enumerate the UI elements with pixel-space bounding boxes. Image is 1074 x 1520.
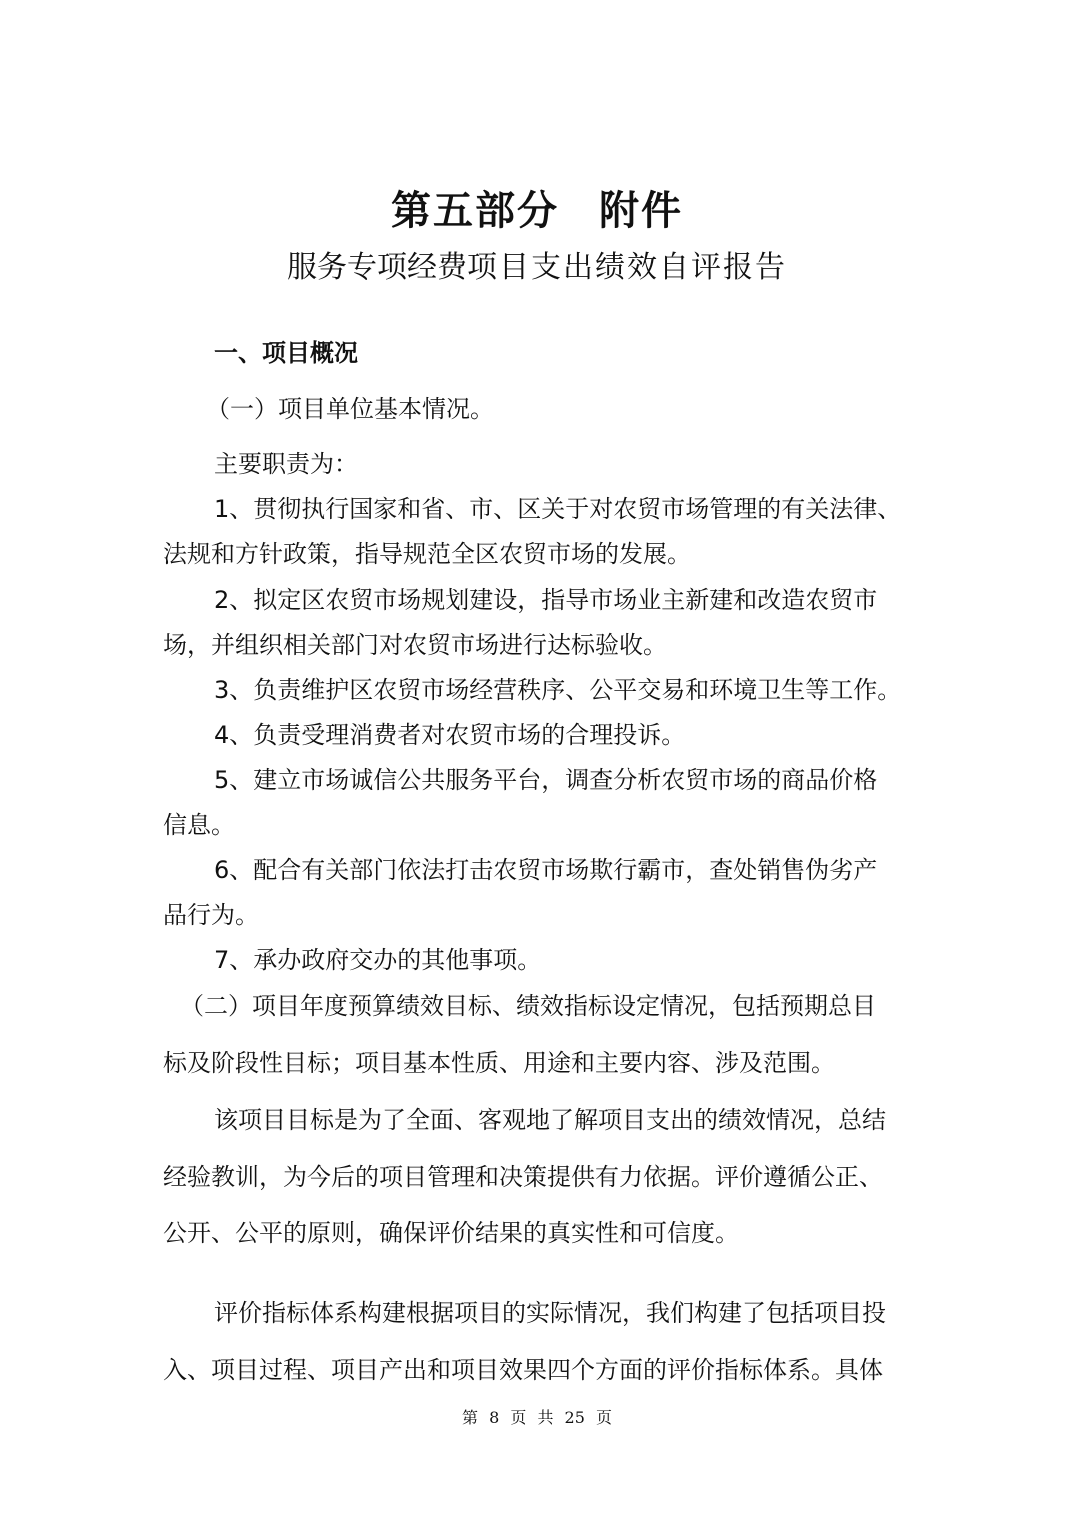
subsection-heading-2-line-1: （二）项目年度预算绩效目标、绩效指标设定情况，包括预期总目 <box>180 992 876 1020</box>
duty-2-line-1: 2、拟定区农贸市场规划建设，指导市场业主新建和改造农贸市 <box>214 586 878 614</box>
duty-6-line-2: 品行为。 <box>163 901 259 929</box>
duties-intro: 主要职责为： <box>214 450 358 478</box>
subtitle-part-b: 项目支出绩效自评报告 <box>467 250 787 285</box>
duty-1-line-2: 法规和方针政策，指导规范全区农贸市场的发展。 <box>163 540 691 568</box>
title-part-a: 第五部分 <box>391 187 559 234</box>
duty-5-line-1: 5、建立市场诚信公共服务平台，调查分析农贸市场的商品价格 <box>214 766 878 794</box>
subsection-heading-1: （一）项目单位基本情况。 <box>206 395 494 423</box>
section-heading: 一、项目概况 <box>214 339 358 367</box>
duty-3: 3、负责维护区农贸市场经营秩序、公平交易和环境卫生等工作。 <box>214 676 902 704</box>
duty-2-line-2: 场，并组织相关部门对农贸市场进行达标验收。 <box>163 631 667 659</box>
index-line-2: 入、项目过程、项目产出和项目效果四个方面的评价指标体系。具体 <box>163 1356 883 1384</box>
title-part-b: 附件 <box>599 187 683 234</box>
document-title <box>0 186 1074 236</box>
duty-4: 4、负责受理消费者对农贸市场的合理投诉。 <box>214 721 686 749</box>
duty-1-line-1: 1、贯彻执行国家和省、市、区关于对农贸市场管理的有关法律、 <box>214 495 902 523</box>
subtitle-part-a: 服务专项经费 <box>287 250 467 285</box>
goal-line-1: 该项目目标是为了全面、客观地了解项目支出的绩效情况，总结 <box>214 1106 886 1134</box>
duty-7: 7、承办政府交办的其他事项。 <box>214 946 542 974</box>
goal-line-2: 经验教训，为今后的项目管理和决策提供有力依据。评价遵循公正、 <box>163 1163 883 1191</box>
index-line-1: 评价指标体系构建根据项目的实际情况，我们构建了包括项目投 <box>214 1299 886 1327</box>
goal-line-3: 公开、公平的原则，确保评价结果的真实性和可信度。 <box>163 1219 739 1247</box>
duty-6-line-1: 6、配合有关部门依法打击农贸市场欺行霸市，查处销售伪劣产 <box>214 856 878 884</box>
page-number-footer: 第 8 页 共 25 页 <box>462 1408 612 1427</box>
duty-5-line-2: 信息。 <box>163 811 235 839</box>
document-subtitle <box>0 246 1074 290</box>
subsection-heading-2-line-2: 标及阶段性目标；项目基本性质、用途和主要内容、涉及范围。 <box>163 1049 835 1077</box>
